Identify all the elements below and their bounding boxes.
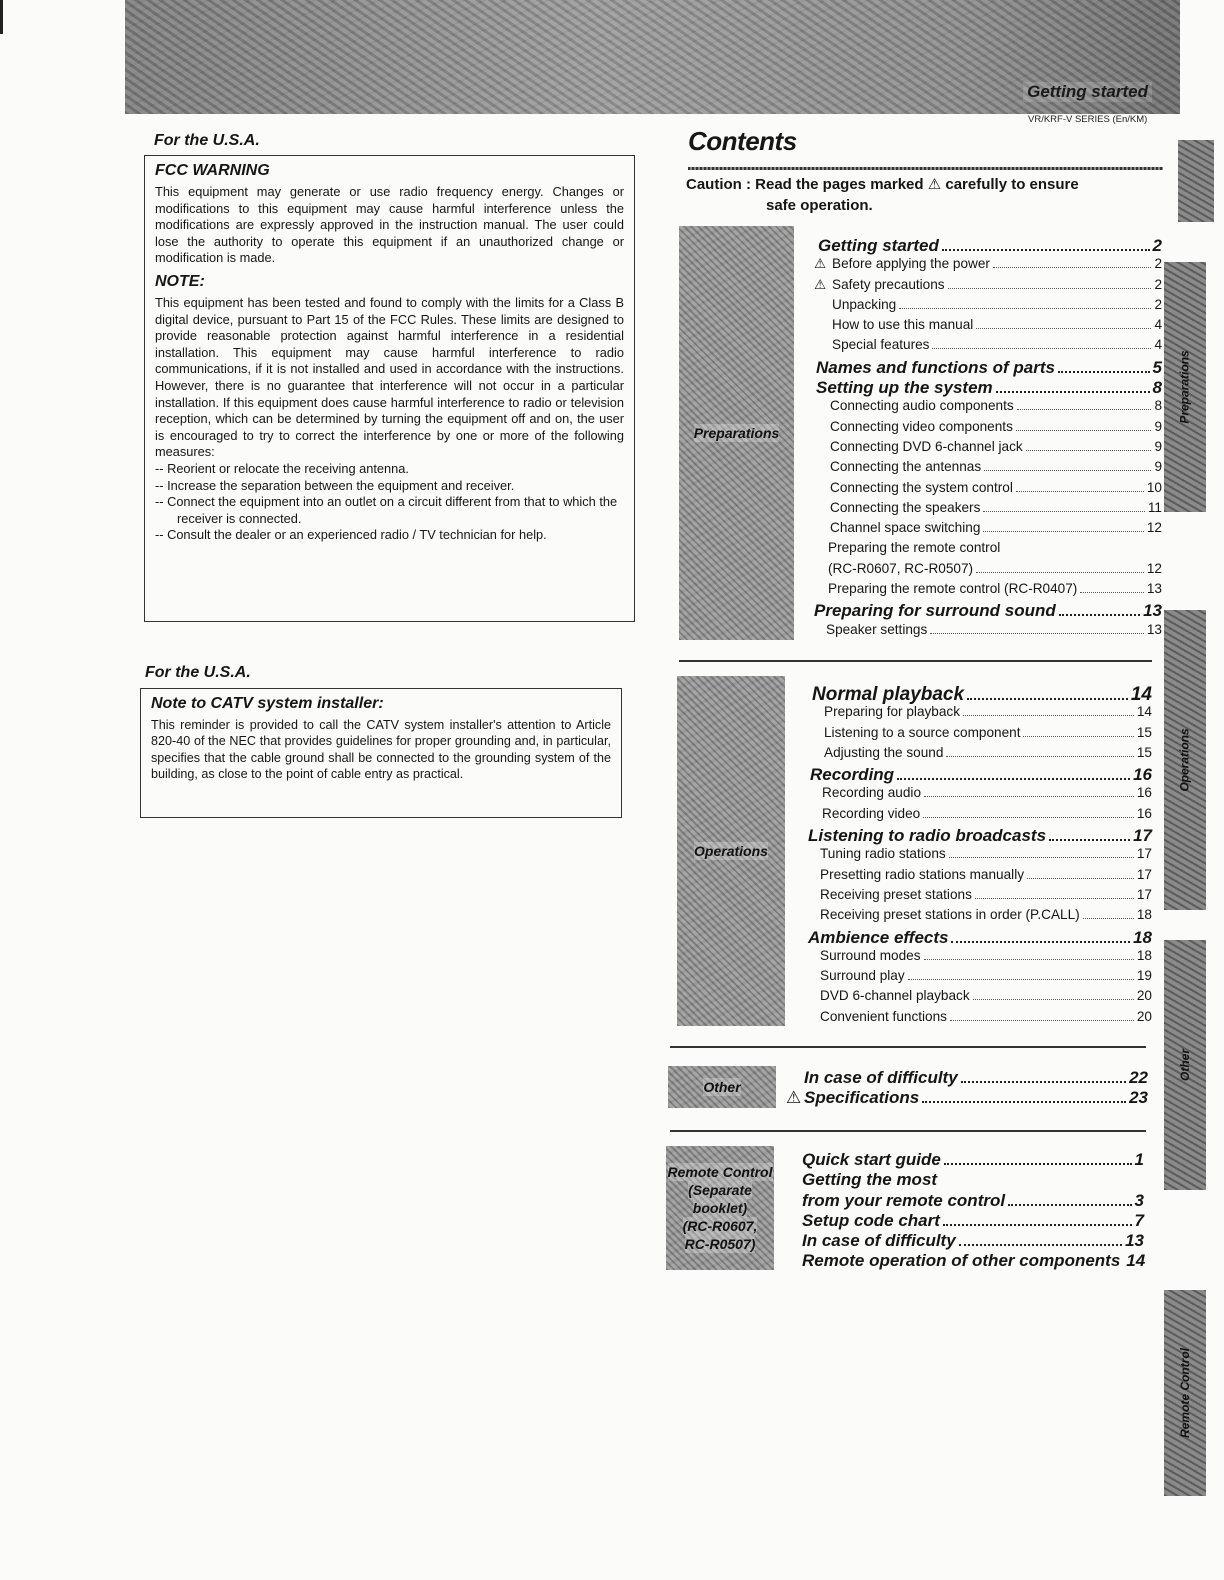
toc-entry[interactable]: ⚠ Before applying the power 2 (814, 256, 1162, 272)
warning-icon: ⚠ (814, 276, 827, 292)
fcc-heading: For the U.S.A. (154, 132, 260, 149)
fcc-warning-title: FCC WARNING (155, 162, 270, 179)
toc-entry[interactable]: Quick start guide 1 (802, 1150, 1144, 1169)
category-operations (677, 676, 785, 1026)
warning-icon: ⚠ (814, 256, 827, 272)
toc-entry[interactable]: DVD 6-channel playback 20 (820, 988, 1152, 1004)
thumb-tab-label: Remote Control (1178, 1348, 1192, 1438)
toc-entry[interactable]: Connecting audio components 8 (830, 398, 1162, 414)
toc-entry[interactable]: ⚠ Specifications 23 (786, 1088, 1148, 1108)
catv-box (140, 688, 622, 818)
fcc-measure: -- Increase the separation between the equipment and receiver. (155, 477, 515, 493)
toc-entry[interactable]: Recording audio 16 (822, 785, 1152, 801)
toc-entry[interactable]: Connecting the speakers 11 (830, 499, 1162, 515)
toc-entry[interactable]: Normal playback 14 (812, 684, 1152, 705)
toc-entry[interactable]: Convenient functions 20 (820, 1008, 1152, 1024)
toc-entry[interactable]: Connecting video components 9 (830, 418, 1162, 434)
caution-text: Caution : Read the pages marked (686, 176, 924, 193)
toc-entry[interactable]: Recording video 16 (822, 805, 1152, 821)
section-divider (670, 1130, 1146, 1132)
section-divider (679, 660, 1152, 662)
toc-entry[interactable]: Remote operation of other components 14 (802, 1251, 1146, 1271)
toc-entry[interactable]: Getting the most (802, 1170, 938, 1190)
toc-entry[interactable]: ⚠ Safety precautions 2 (814, 276, 1162, 292)
thumb-tab-label: Other (1177, 1048, 1192, 1082)
category-label-line: booklet) (692, 1200, 748, 1216)
contents-title: Contents (688, 126, 797, 156)
fcc-warning-text: This equipment may generate or use radio frequency energy. Changes or modifications to this equipment may cause harmful interference unless the modifications are expressly approved in the instruction manual. The user could lose the authority to operate this equipment if an unauthorized change or modification is made. (155, 184, 624, 266)
fcc-measure: -- Reorient or relocate the receiving antenna. (155, 460, 409, 476)
toc-entry[interactable]: Speaker settings 13 (826, 621, 1162, 637)
toc-entry[interactable]: Tuning radio stations 17 (820, 846, 1152, 862)
toc-entry[interactable]: Receiving preset stations in order (P.CALL) 18 (820, 907, 1152, 923)
toc-entry[interactable]: In case of difficulty 13 (802, 1231, 1144, 1251)
section-divider (670, 1046, 1146, 1048)
toc-entry[interactable]: Preparing the remote control (828, 540, 1001, 556)
fcc-measure: -- Connect the equipment into an outlet on a circuit different from that to which the receiver is connected. (155, 494, 618, 526)
series-code: VR/KRF-V SERIES (En/KM) (1028, 114, 1148, 125)
catv-text: This reminder is provided to call the CATV system installer's attention to Article 820-40 of the NEC that provides guidelines for proper grounding and, in particular, specifies that the cable ground shall be connected to the grounding system of the building, as close to the point of cable entry as practical. (151, 718, 611, 782)
toc-remote (802, 1150, 1144, 1272)
thumb-tab-operations[interactable] (1164, 610, 1206, 910)
toc-entry[interactable]: In case of difficulty 22 (804, 1068, 1148, 1087)
category-label-line: RC-R0507) (684, 1236, 756, 1252)
toc-entry[interactable]: Channel space switching 12 (830, 520, 1162, 536)
category-label: Operations (694, 843, 768, 859)
toc-entry[interactable]: Unpacking 2 (832, 296, 1162, 312)
thumb-tab-preparations[interactable] (1164, 262, 1206, 512)
toc-entry[interactable]: Recording 16 (810, 765, 1152, 785)
catv-heading: For the U.S.A. (145, 664, 251, 681)
edge-mark (0, 0, 3, 34)
toc-entry[interactable]: Listening to a source component 15 (824, 724, 1152, 740)
toc-entry[interactable]: from your remote control 3 (802, 1190, 1144, 1210)
thumb-tab-getting-started[interactable] (1178, 140, 1214, 222)
fcc-note-title: NOTE: (155, 272, 205, 290)
toc-entry[interactable]: Connecting the antennas 9 (830, 459, 1162, 475)
caution-note (686, 174, 1166, 216)
category-label: Preparations (693, 425, 780, 441)
caution-text-b: carefully to ensure (945, 176, 1079, 193)
toc-entry[interactable]: How to use this manual 4 (832, 317, 1162, 333)
toc-entry[interactable]: Presetting radio stations manually 17 (820, 866, 1152, 882)
category-label-line: (RC-R0607, (682, 1218, 758, 1234)
fcc-note-text: This equipment has been tested and found to comply with the limits for a Class B digital device, pursuant to Part 15 of the FCC Rules. These limits are designed to provide reasonable protection against harmful interference in a residential installation. This equipment may cause harmful interference to radio communications, if it is not installed and used in accordance with the instructions. However, there is no guarantee that interference will not occur in a particular installation. If this equipment does cause harmful interference to radio or television reception, which can be determined by turning the equipment off and on, the user is encouraged to try to correct the interference by one or more of the following measures: (155, 294, 624, 460)
toc-entry[interactable]: Preparing for surround sound 13 (814, 601, 1162, 621)
toc-entry[interactable]: Connecting DVD 6-channel jack 9 (830, 438, 1162, 454)
toc-operations (808, 684, 1152, 1029)
toc-entry[interactable]: (RC-R0607, RC-R0507) 12 (828, 560, 1162, 576)
thumb-tab-label: Operations (1178, 728, 1193, 792)
fcc-measures-list (155, 461, 624, 544)
catv-title: Note to CATV system installer: (151, 695, 384, 712)
thumb-tab-other[interactable] (1164, 940, 1206, 1190)
warning-icon: ⚠ (786, 1088, 802, 1108)
section-label: Getting started (1023, 82, 1152, 102)
toc-entry[interactable]: Preparing the remote control (RC-R0407) 13 (828, 581, 1162, 597)
contents-rule (688, 167, 1163, 170)
category-label-line: (Separate (688, 1182, 752, 1198)
fcc-box (144, 155, 635, 622)
category-label-line: Remote Control (667, 1164, 773, 1180)
toc-entry[interactable]: Getting started 2 (818, 236, 1162, 255)
caution-text-line2: safe operation. (766, 197, 873, 214)
toc-entry[interactable]: Receiving preset stations 17 (820, 886, 1152, 902)
category-remote (666, 1146, 774, 1270)
toc-entry[interactable]: Preparing for playback 14 (824, 704, 1152, 720)
toc-entry[interactable]: Setup code chart 7 (802, 1210, 1144, 1230)
toc-entry[interactable]: Listening to radio broadcasts 17 (808, 826, 1152, 846)
thumb-tab-label: Preparations (1178, 350, 1193, 424)
toc-other (786, 1068, 1148, 1109)
toc-entry[interactable]: Connecting the system control 10 (830, 479, 1162, 495)
toc-entry[interactable]: Adjusting the sound 15 (824, 744, 1152, 760)
toc-preparations (814, 236, 1162, 642)
toc-entry[interactable]: Setting up the system 8 (816, 378, 1162, 398)
header-band (125, 0, 1180, 114)
category-preparations (679, 226, 794, 640)
toc-entry[interactable]: Surround modes 18 (820, 947, 1152, 963)
toc-entry[interactable]: Names and functions of parts 5 (816, 357, 1162, 377)
fcc-measure: -- Consult the dealer or an experienced radio / TV technician for help. (155, 527, 547, 543)
toc-entry[interactable]: Ambience effects 18 (808, 927, 1152, 947)
toc-entry[interactable]: Surround play 19 (820, 968, 1152, 984)
category-other (668, 1066, 776, 1108)
warning-icon: ⚠ (927, 176, 942, 193)
thumb-tab-remote[interactable] (1164, 1290, 1206, 1496)
category-label: Other (703, 1079, 741, 1095)
toc-entry[interactable]: Special features 4 (832, 337, 1162, 353)
